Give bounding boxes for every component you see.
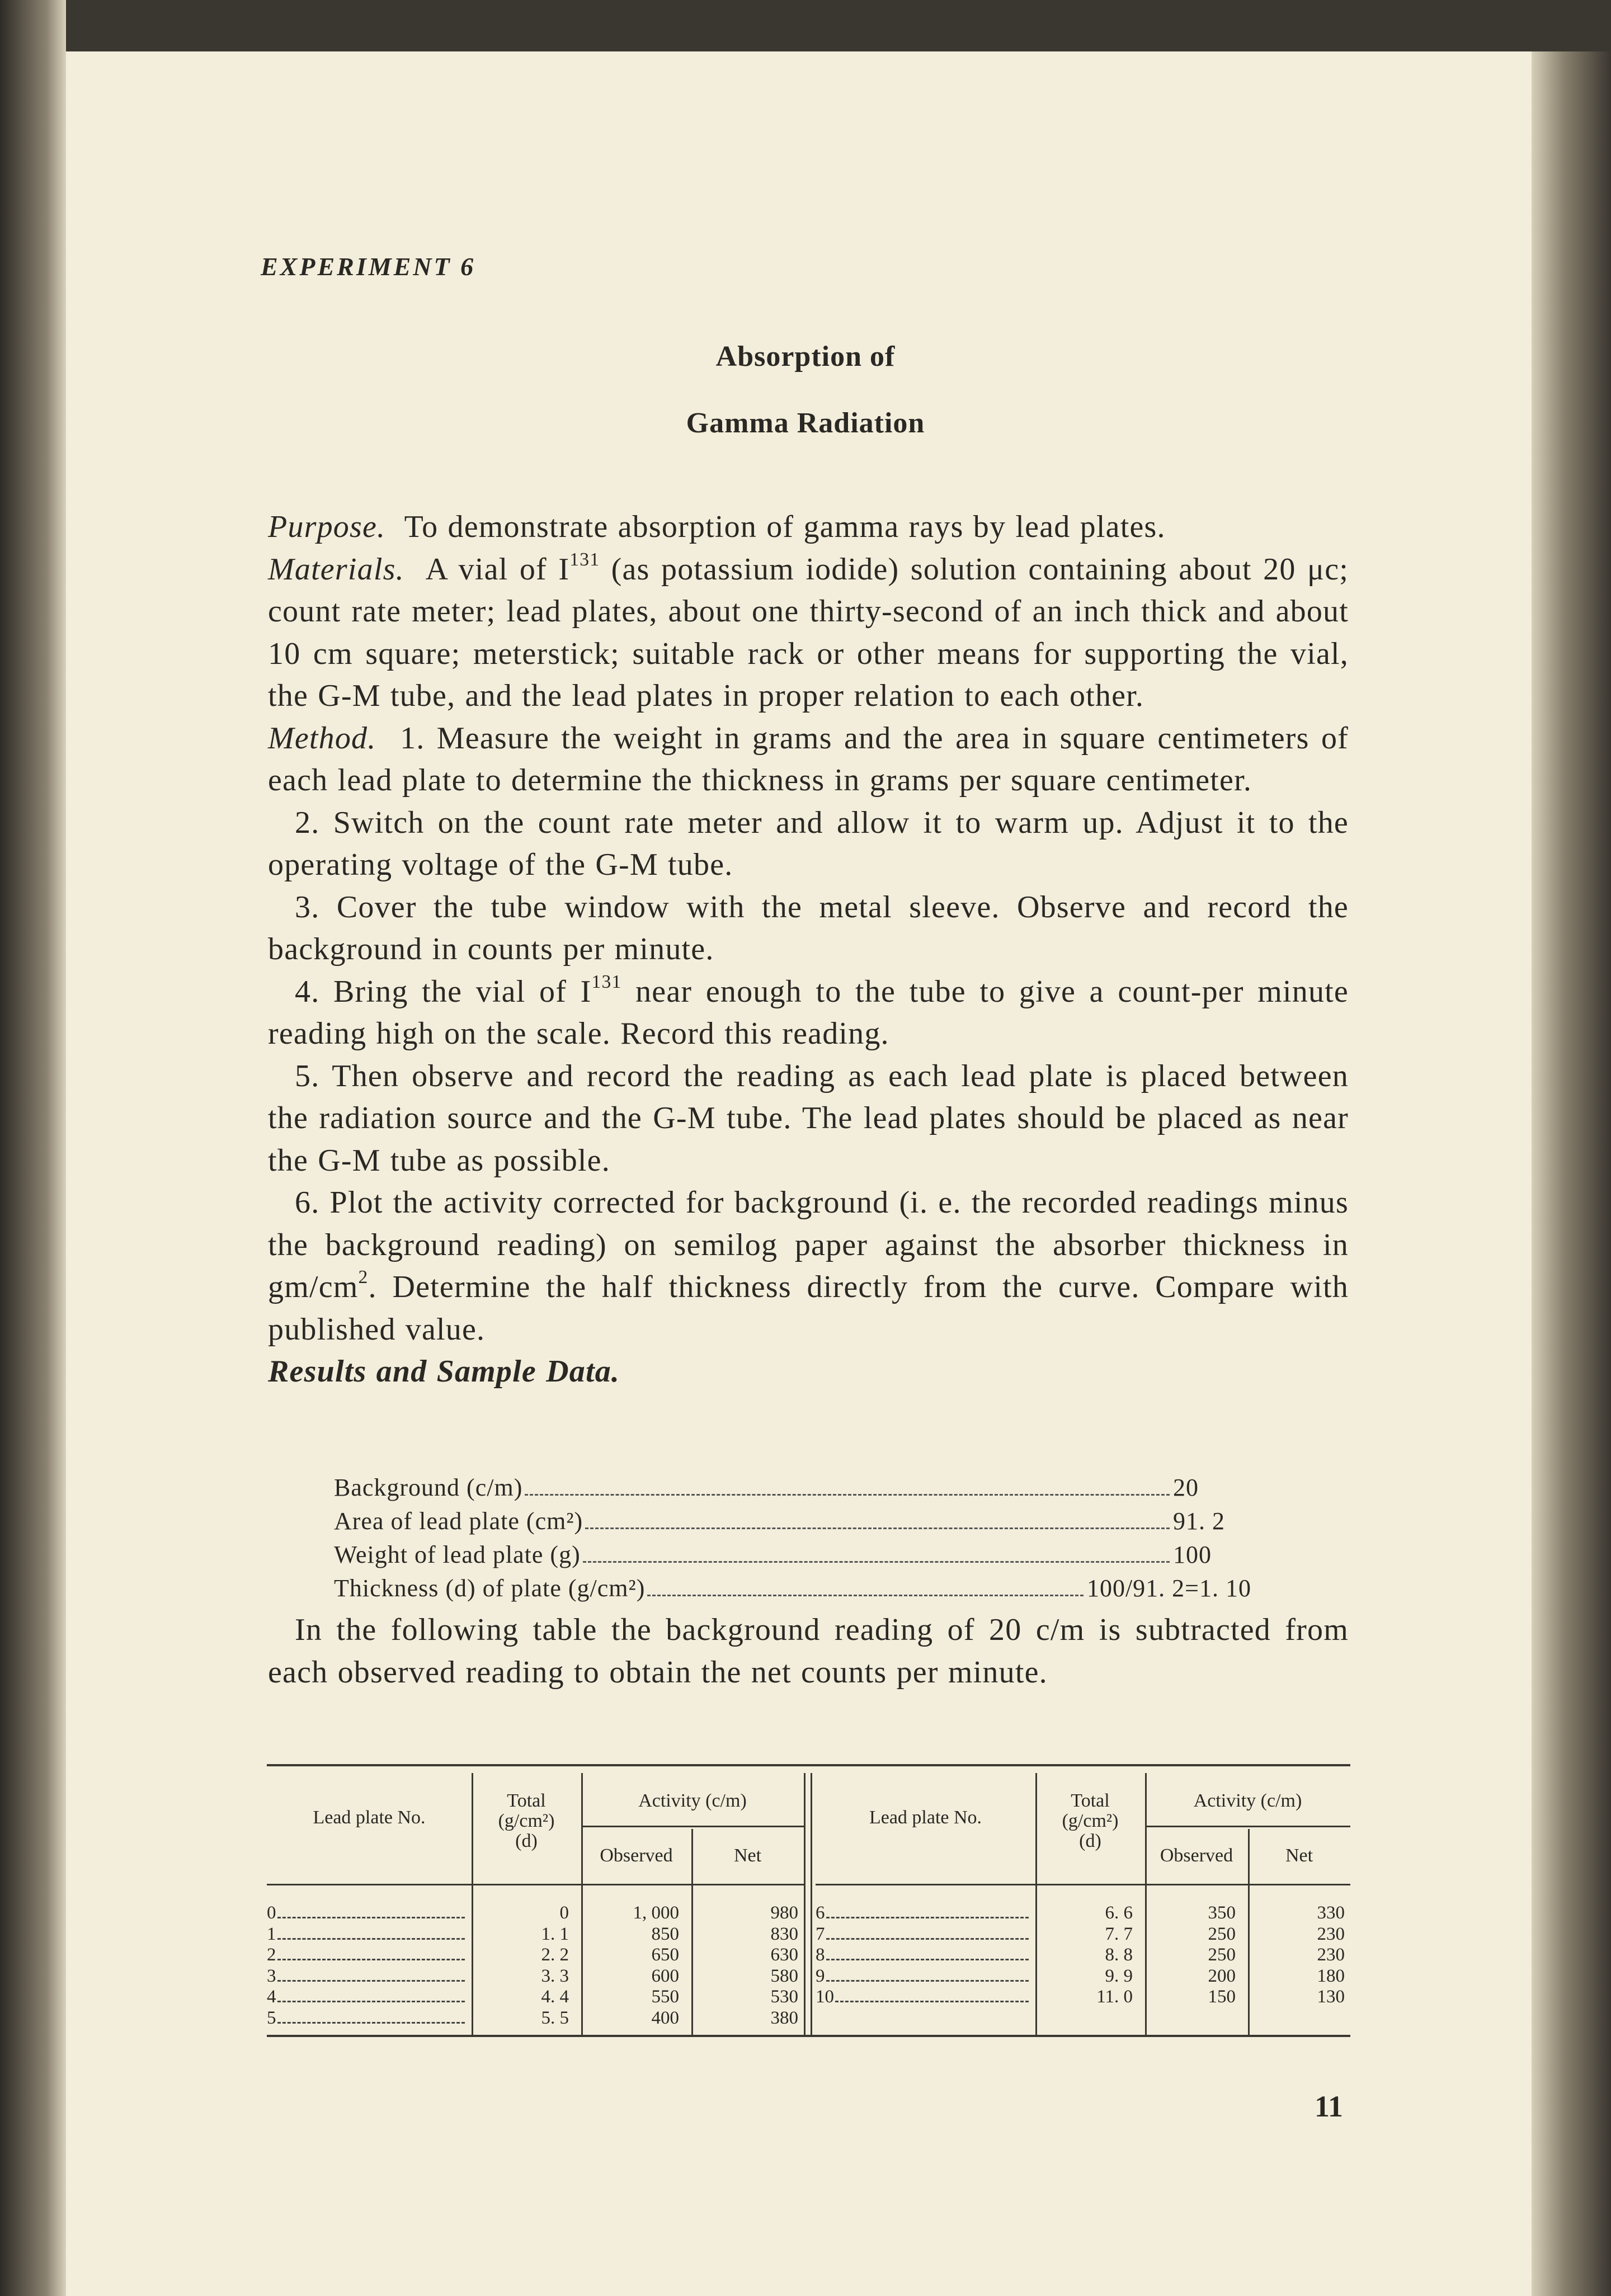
header-observed: Observed bbox=[1160, 1845, 1233, 1866]
observed-cell: 850 bbox=[651, 1923, 679, 1944]
results-heading bbox=[268, 1351, 1349, 1393]
dot-leader bbox=[277, 1938, 465, 1940]
data-label: Area of lead plate (cm²) bbox=[334, 1507, 583, 1535]
net-cell: 330 bbox=[1317, 1903, 1345, 1923]
total-cell: 9. 9 bbox=[1105, 1965, 1133, 1986]
plate-number-cell bbox=[267, 1924, 465, 1945]
purpose-label: Purpose. bbox=[268, 510, 386, 544]
header-observed: Observed bbox=[600, 1845, 673, 1866]
purpose-paragraph bbox=[268, 506, 1349, 549]
plate-number: 7 bbox=[816, 1923, 825, 1944]
method-step-1 bbox=[268, 718, 1349, 802]
sample-data-row bbox=[334, 1505, 1251, 1538]
step-text: . Determine the half thickness directly from the curve. Compare with published value. bbox=[268, 1270, 1349, 1347]
net-cell: 830 bbox=[770, 1923, 798, 1944]
net-cell: 130 bbox=[1317, 1987, 1345, 2007]
plate-number: 5 bbox=[267, 2007, 276, 2028]
header-rule bbox=[267, 1884, 804, 1885]
method-step-5: 5. Then observe and record the reading as each lead plate is placed between the radiation source and the G-M tube. The lead plates should be placed as near the G-M tube as possible. bbox=[268, 1058, 1349, 1178]
data-label: Thickness (d) of plate (g/cm²) bbox=[334, 1574, 646, 1602]
results-label: Results and Sample Data. bbox=[268, 1354, 620, 1389]
dot-leader bbox=[277, 1959, 465, 1960]
page-edge bbox=[1532, 51, 1611, 2296]
header-total bbox=[472, 1791, 581, 1851]
header-text: Total bbox=[507, 1790, 546, 1811]
sample-data-row bbox=[334, 1572, 1251, 1605]
observed-cell: 200 bbox=[1208, 1965, 1236, 1986]
total-cell: 1. 1 bbox=[541, 1923, 569, 1944]
observed-cell: 550 bbox=[651, 1987, 679, 2007]
header-subrule bbox=[1145, 1826, 1350, 1827]
step-text: 6. Plot the activity corrected for background (i. e. the recorded readings minus the background reading) on semilog paper against the absorber thickness in gm/cm bbox=[268, 1185, 1349, 1304]
net-cell: 580 bbox=[770, 1965, 798, 1986]
data-label: Weight of lead plate (g) bbox=[334, 1541, 581, 1568]
method-step-3: 3. Cover the tube window with the metal sleeve. Observe and record the background in counts per minute. bbox=[268, 889, 1349, 967]
divider bbox=[811, 1773, 812, 2036]
net-cell: 230 bbox=[1317, 1923, 1345, 1944]
plate-number-cell bbox=[267, 2008, 465, 2029]
net-cell: 630 bbox=[770, 1945, 798, 1965]
observed-cell: 1, 000 bbox=[633, 1903, 679, 1923]
total-cell: 3. 3 bbox=[541, 1965, 569, 1986]
plate-number: 3 bbox=[267, 1965, 276, 1986]
sample-data-row bbox=[334, 1538, 1251, 1572]
header-text: (g/cm²) bbox=[498, 1811, 555, 1831]
method-label: Method. bbox=[268, 720, 376, 756]
sample-data-row bbox=[334, 1471, 1251, 1505]
plate-number-cell bbox=[816, 1903, 1029, 1924]
dot-leader bbox=[277, 1917, 465, 1918]
header-total bbox=[1035, 1791, 1145, 1851]
plate-number-cell bbox=[816, 1987, 1029, 2008]
total-cell: 5. 5 bbox=[541, 2007, 569, 2028]
purpose-text: To demonstrate absorption of gamma rays by lead plates. bbox=[404, 510, 1166, 544]
observed-cell: 150 bbox=[1208, 1987, 1236, 2007]
plate-number-cell bbox=[816, 1945, 1029, 1966]
header-text: (d) bbox=[515, 1831, 538, 1851]
plate-number: 2 bbox=[267, 1945, 276, 1965]
plate-number-cell bbox=[816, 1924, 1029, 1945]
header-net: Net bbox=[733, 1845, 762, 1866]
total-cell: 0 bbox=[559, 1903, 569, 1923]
materials-paragraph bbox=[268, 549, 1349, 718]
header-lead-plate: Lead plate No. bbox=[869, 1807, 982, 1828]
plate-number: 0 bbox=[267, 1903, 276, 1923]
total-cell: 11. 0 bbox=[1096, 1987, 1133, 2007]
header-text: (d) bbox=[1079, 1831, 1101, 1851]
method-step-6 bbox=[268, 1182, 1349, 1351]
dot-leader bbox=[277, 2022, 465, 2024]
dot-leader bbox=[585, 1527, 1170, 1529]
superscript: 2 bbox=[358, 1266, 369, 1288]
header-net: Net bbox=[1285, 1845, 1313, 1866]
data-label: Background (c/m) bbox=[334, 1474, 523, 1501]
header-text: Total bbox=[1071, 1790, 1110, 1811]
dot-leader bbox=[277, 1980, 465, 1982]
page-number: 11 bbox=[1315, 2090, 1344, 2123]
net-cell: 530 bbox=[770, 1987, 798, 2007]
observed-cell: 600 bbox=[651, 1965, 679, 1986]
header-text: (g/cm²) bbox=[1062, 1811, 1119, 1831]
observed-cell: 350 bbox=[1208, 1903, 1236, 1923]
net-cell: 230 bbox=[1317, 1945, 1345, 1965]
method-step-2: 2. Switch on the count rate meter and allow it to warm up. Adjust it to the operating voltage of the G-M tube. bbox=[268, 805, 1349, 882]
observed-cell: 250 bbox=[1208, 1923, 1236, 1944]
plate-number-cell bbox=[267, 1966, 465, 1987]
dot-leader bbox=[826, 1938, 1029, 1940]
dot-leader bbox=[826, 1980, 1029, 1982]
dot-leader bbox=[826, 1959, 1029, 1960]
plate-number: 1 bbox=[267, 1923, 276, 1944]
header-activity: Activity (c/m) bbox=[1193, 1790, 1302, 1811]
step-text: near enough to the tube to give a count-per minute reading high on the scale. Record this reading. bbox=[268, 974, 1349, 1051]
total-cell: 7. 7 bbox=[1105, 1923, 1133, 1944]
net-cell: 980 bbox=[770, 1903, 798, 1923]
materials-text: A vial of I bbox=[425, 551, 570, 587]
total-cell: 2. 2 bbox=[541, 1945, 569, 1965]
experiment-heading: EXPERIMENT 6 bbox=[261, 252, 476, 281]
observed-cell: 650 bbox=[651, 1945, 679, 1965]
plate-number-cell bbox=[816, 1966, 1029, 1987]
isotope-superscript: 131 bbox=[591, 971, 622, 992]
plate-number-cell bbox=[267, 1945, 465, 1966]
header-subrule bbox=[581, 1826, 804, 1827]
header-lead-plate: Lead plate No. bbox=[313, 1807, 426, 1828]
table-half bbox=[816, 1756, 1350, 2058]
observed-cell: 400 bbox=[651, 2007, 679, 2028]
plate-number: 6 bbox=[816, 1903, 825, 1923]
dot-leader bbox=[525, 1494, 1170, 1496]
total-cell: 8. 8 bbox=[1105, 1945, 1133, 1965]
header-rule bbox=[816, 1884, 1350, 1885]
data-value: 91. 2 bbox=[1173, 1507, 1225, 1535]
title-line-2: Gamma Radiation bbox=[686, 407, 925, 439]
plate-number: 8 bbox=[816, 1945, 825, 1965]
plate-number: 9 bbox=[816, 1965, 825, 1986]
table-note bbox=[268, 1609, 1349, 1694]
plate-number-cell bbox=[267, 1987, 465, 2008]
sample-data-list bbox=[334, 1471, 1251, 1605]
isotope-superscript: 131 bbox=[569, 549, 600, 570]
dot-leader bbox=[647, 1595, 1084, 1596]
plate-number-cell bbox=[267, 1903, 465, 1924]
data-value: 20 bbox=[1173, 1474, 1199, 1501]
dot-leader bbox=[583, 1561, 1170, 1563]
table-half bbox=[267, 1756, 804, 2058]
net-cell: 380 bbox=[770, 2007, 798, 2028]
title-line-1: Absorption of bbox=[715, 341, 896, 373]
divider bbox=[804, 1773, 805, 2036]
data-value: 100 bbox=[1173, 1541, 1212, 1568]
materials-label: Materials. bbox=[268, 551, 404, 587]
step-text: 1. Measure the weight in grams and the area in square centimeters of each lead plate to determine the thickness in grams per square centimeter. bbox=[268, 720, 1349, 798]
net-cell: 180 bbox=[1317, 1965, 1345, 1986]
observed-cell: 250 bbox=[1208, 1945, 1236, 1965]
total-cell: 4. 4 bbox=[541, 1987, 569, 2007]
plate-number: 4 bbox=[267, 1987, 276, 2007]
step-text: 4. Bring the vial of I bbox=[295, 974, 592, 1009]
note-text: In the following table the background reading of 20 c/m is subtracted from each observed reading to obtain the net counts per minute. bbox=[268, 1613, 1349, 1690]
plate-number: 10 bbox=[816, 1987, 834, 2007]
method-step-4 bbox=[268, 971, 1349, 1055]
dot-leader bbox=[826, 1917, 1029, 1918]
data-value: 100/91. 2=1. 10 bbox=[1086, 1574, 1251, 1602]
materials-text-cont: (as potassium iodide) solution containing about 20 μc; count rate meter; lead plates, about one thirty-second of an inch thick and about 10 cm square; meterstick; suitable rack or other means for supporting the vial, the G-M tube, and the lead plates in proper relation to each other. bbox=[268, 551, 1349, 713]
body-text bbox=[268, 506, 1349, 1393]
total-cell: 6. 6 bbox=[1105, 1903, 1133, 1923]
dot-leader bbox=[277, 2001, 465, 2002]
data-table bbox=[267, 1756, 1350, 2058]
header-activity: Activity (c/m) bbox=[638, 1790, 747, 1811]
dot-leader bbox=[835, 2001, 1029, 2002]
